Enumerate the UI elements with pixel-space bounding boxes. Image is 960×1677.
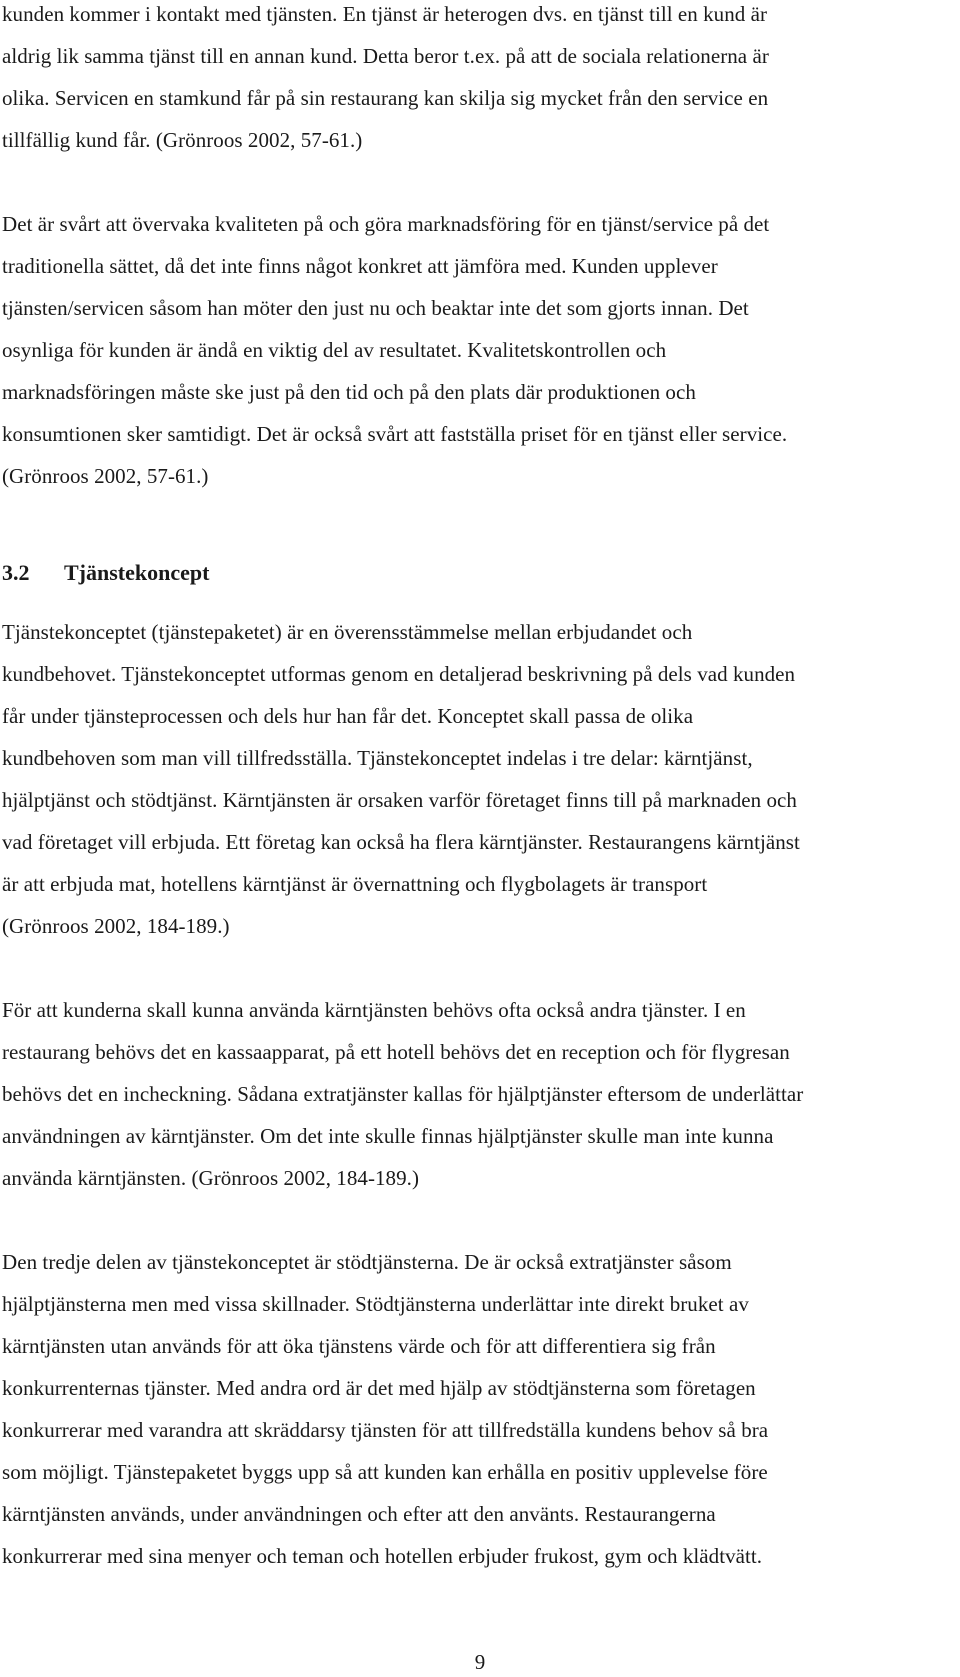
paragraph-3-line: vad företaget vill erbjuda. Ett företag kan också ha flera kärntjänster. Restaurangens kärntjänst <box>2 830 800 854</box>
paragraph-3-line: (Grönroos 2002, 184-189.) <box>2 914 230 938</box>
page-number: 9 <box>474 1650 486 1674</box>
paragraph-3-line: Tjänstekonceptet (tjänstepaketet) är en överensstämmelse mellan erbjudandet och <box>2 620 693 644</box>
paragraph-5-line: hjälptjänsterna men med vissa skillnader. Stödtjänsterna underlättar inte direkt bruket av <box>2 1292 749 1316</box>
paragraph-3-line: är att erbjuda mat, hotellens kärntjänst är övernattning och flygbolagets är transport <box>2 872 708 896</box>
section-heading <box>2 560 209 586</box>
paragraph-4-line: För att kunderna skall kunna använda kärntjänsten behövs ofta också andra tjänster. I en <box>2 998 746 1022</box>
paragraph-1-line: kunden kommer i kontakt med tjänsten. En tjänst är heterogen dvs. en tjänst till en kund är <box>2 2 768 26</box>
paragraph-4-line: användningen av kärntjänster. Om det inte skulle finnas hjälptjänster skulle man inte kunna <box>2 1124 774 1148</box>
section-number: 3.2 <box>2 560 30 585</box>
section-title: Tjänstekoncept <box>64 560 210 585</box>
paragraph-5-line: konkurrerar med sina menyer och teman och hotellen erbjuder frukost, gym och klädtvätt. <box>2 1544 763 1568</box>
paragraph-2-line: tjänsten/servicen såsom han möter den just nu och beaktar inte det som gjorts innan. Det <box>2 296 749 320</box>
paragraph-1-line: tillfällig kund får. (Grönroos 2002, 57-61.) <box>2 128 363 152</box>
paragraph-5-line: som möjligt. Tjänstepaketet byggs upp så att kunden kan erhålla en positiv upplevelse före <box>2 1460 768 1484</box>
paragraph-5-line: kärntjänsten används, under användningen och efter att den använts. Restaurangerna <box>2 1502 716 1526</box>
paragraph-3-line: kundbehovet. Tjänstekonceptet utformas genom en detaljerad beskrivning på dels vad kunden <box>2 662 796 686</box>
paragraph-5-line: kärntjänsten utan används för att öka tjänstens värde och för att differentiera sig från <box>2 1334 716 1358</box>
paragraph-3-line: kundbehoven som man vill tillfredsställa. Tjänstekonceptet indelas i tre delar: kärntjänst, <box>2 746 753 770</box>
paragraph-5-line: konkurrenternas tjänster. Med andra ord är det med hjälp av stödtjänsterna som företagen <box>2 1376 756 1400</box>
paragraph-2-line: (Grönroos 2002, 57-61.) <box>2 464 209 488</box>
paragraph-4-line: restaurang behövs det en kassaapparat, på ett hotell behövs det en reception och för flygresan <box>2 1040 790 1064</box>
paragraph-2-line: konsumtionen sker samtidigt. Det är också svårt att fastställa priset för en tjänst eller service. <box>2 422 788 446</box>
paragraph-1-line: olika. Servicen en stamkund får på sin restaurang kan skilja sig mycket från den service en <box>2 86 769 110</box>
paragraph-2-line: Det är svårt att övervaka kvaliteten på och göra marknadsföring för en tjänst/service på det <box>2 212 770 236</box>
paragraph-2-line: osynliga för kunden är ändå en viktig del av resultatet. Kvalitetskontrollen och <box>2 338 667 362</box>
paragraph-1-line: aldrig lik samma tjänst till en annan kund. Detta beror t.ex. på att de sociala relationerna är <box>2 44 769 68</box>
paragraph-3-line: hjälptjänst och stödtjänst. Kärntjänsten är orsaken varför företaget finns till på marknaden och <box>2 788 797 812</box>
paragraph-5-line: Den tredje delen av tjänstekonceptet är stödtjänsterna. De är också extratjänster såsom <box>2 1250 732 1274</box>
paragraph-4-line: använda kärntjänsten. (Grönroos 2002, 184-189.) <box>2 1166 419 1190</box>
paragraph-5-line: konkurrerar med varandra att skräddarsy tjänsten för att tillfredställa kundens behov så bra <box>2 1418 769 1442</box>
paragraph-3-line: får under tjänsteprocessen och dels hur han får det. Konceptet skall passa de olika <box>2 704 694 728</box>
paragraph-4-line: behövs det en incheckning. Sådana extratjänster kallas för hjälptjänster eftersom de underlättar <box>2 1082 804 1106</box>
paragraph-2-line: marknadsföringen måste ske just på den tid och på den plats där produktionen och <box>2 380 696 404</box>
paragraph-2-line: traditionella sättet, då det inte finns något konkret att jämföra med. Kunden upplever <box>2 254 718 278</box>
